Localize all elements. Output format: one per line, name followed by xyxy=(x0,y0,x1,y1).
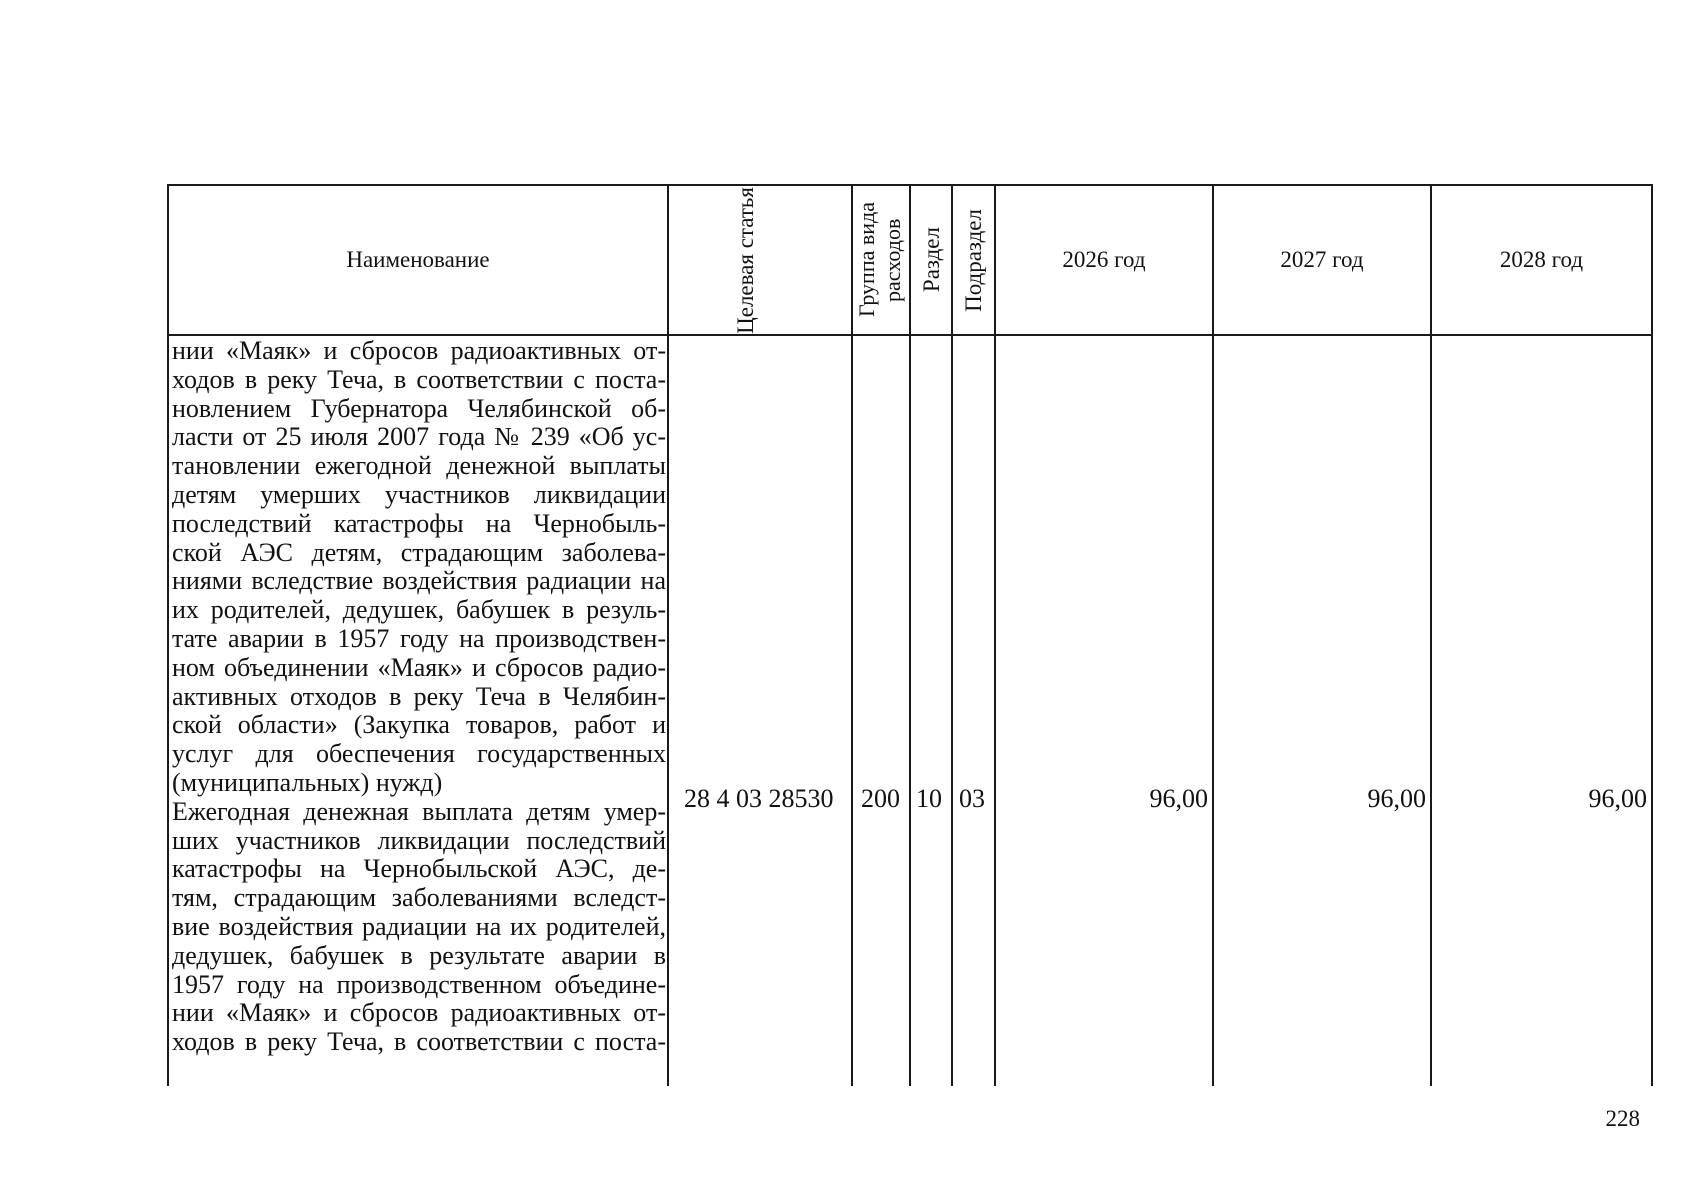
name-line: их родителей, дедушек, бабушек в резуль- xyxy=(172,596,666,625)
name-line: активных отходов в реку Теча в Челябин- xyxy=(172,682,666,711)
name-line: ходов в реку Теча, в соответствии с поста- xyxy=(172,365,666,394)
cell-target-article: 28 4 03 28530 xyxy=(684,784,834,813)
header-target-article-cell xyxy=(669,186,851,334)
header-name: Наименование xyxy=(346,247,490,272)
header-subsection-cell xyxy=(953,186,994,334)
name-line: последствий катастрофы на Чернобыль- xyxy=(172,509,666,538)
header-subsection: Подраздел xyxy=(961,208,986,312)
column-divider-right-edge xyxy=(1651,184,1653,1086)
name-line: детям умерших участников ликвидации xyxy=(172,480,666,509)
name-line: ской АЭС детям, страдающим заболева- xyxy=(172,538,666,567)
name-line: 1957 году на производственном объедине- xyxy=(172,970,666,999)
header-expense-group-cell xyxy=(853,186,909,334)
name-line: новлением Губернатора Челябинской об- xyxy=(172,394,666,423)
row-name-text xyxy=(172,337,666,1057)
header-section: Раздел xyxy=(918,227,944,293)
name-line: ходов в реку Теча, в соответствии с поста- xyxy=(172,1028,666,1057)
cell-amount-2027: 96,00 xyxy=(1367,784,1426,813)
name-line: тям, страдающим заболеваниями вследст- xyxy=(172,884,666,913)
name-line: ном объединении «Маяк» и сбросов радио- xyxy=(172,653,666,682)
page-number: 228 xyxy=(1605,1106,1640,1131)
header-2027: 2027 год xyxy=(1280,247,1364,272)
name-line: катастрофы на Чернобыльской АЭС, де- xyxy=(172,855,666,884)
name-line: ниями вследствие воздействия радиации на xyxy=(172,567,666,596)
name-line: Ежегодная денежная выплата детям умер- xyxy=(172,797,666,826)
cell-amount-2026: 96,00 xyxy=(1149,784,1208,813)
name-line: услуг для обеспечения государственных xyxy=(172,740,666,769)
cell-subsection: 03 xyxy=(959,784,985,813)
name-line: вие воздействия радиации на их родителей, xyxy=(172,912,666,941)
header-2026: 2026 год xyxy=(1062,247,1146,272)
header-2028: 2028 год xyxy=(1499,247,1584,272)
name-line: нии «Маяк» и сбросов радиоактивных от- xyxy=(172,337,666,365)
cell-section: 10 xyxy=(916,784,942,813)
cell-expense-group: 200 xyxy=(861,784,900,813)
cell-amount-2028: 96,00 xyxy=(1588,784,1647,813)
name-line: тате аварии в 1957 году на производствен- xyxy=(172,624,666,653)
name-line: ской области» (Закупка товаров, работ и xyxy=(172,711,666,740)
name-line: дедушек, бабушек в результате аварии в xyxy=(172,941,666,970)
name-line: нии «Маяк» и сбросов радиоактивных от- xyxy=(172,999,666,1028)
name-line: ших участников ликвидации последствий xyxy=(172,826,666,855)
header-target-article: Целевая статья xyxy=(733,186,758,334)
header-section-cell xyxy=(911,186,951,334)
name-line: ласти от 25 июля 2007 года № 239 «Об ус- xyxy=(172,423,666,452)
name-line: тановлении ежегодной денежной выплаты xyxy=(172,452,666,481)
header-expense-group: Группа вида расходов xyxy=(854,202,905,318)
name-line: (муниципальных) нужд) xyxy=(172,768,443,797)
